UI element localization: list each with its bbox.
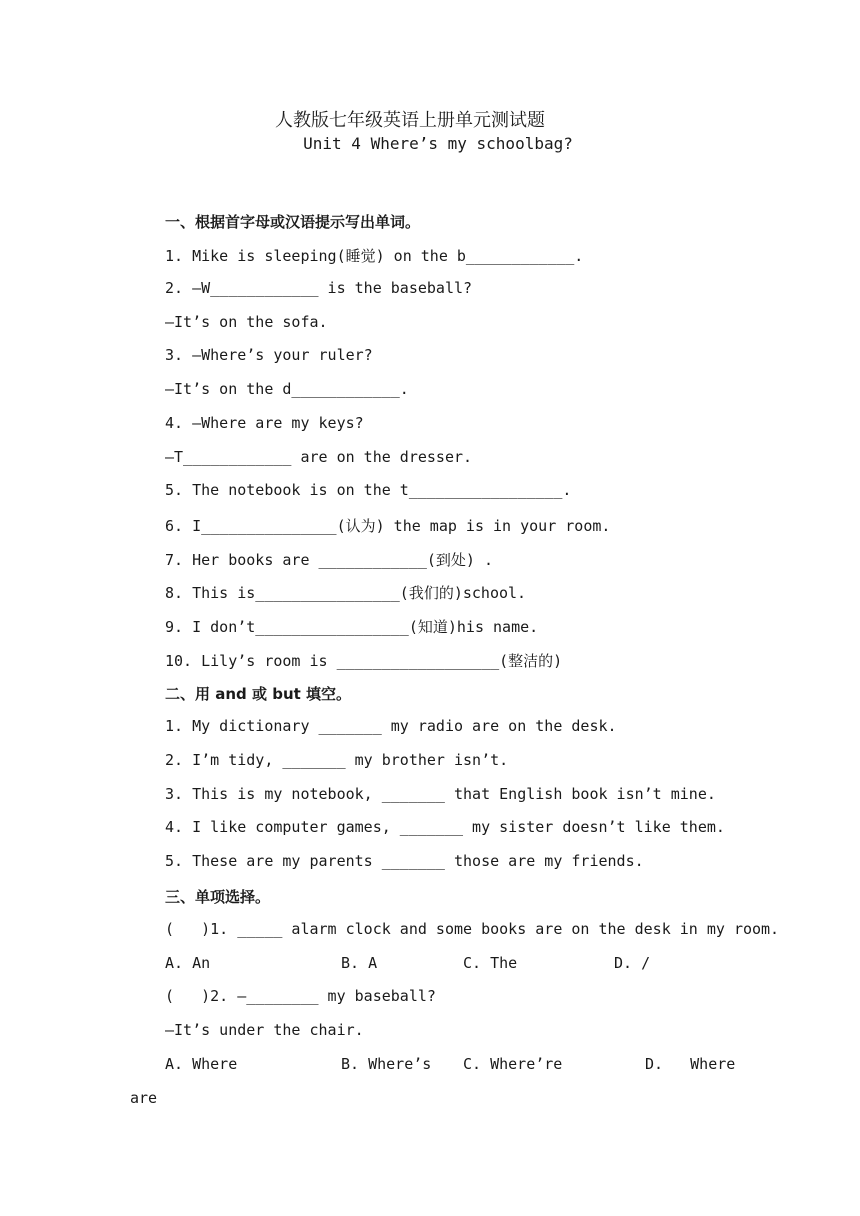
document-title: 人教版七年级英语上册单元测试题 <box>275 110 545 131</box>
option-d: D. / <box>614 954 651 972</box>
exercise-line: 7. Her books are ____________(到处) . <box>165 551 494 569</box>
exercise-line: 3. This is my notebook, _______ that English book isn’t mine. <box>165 785 716 803</box>
exercise-line: 4. I like computer games, _______ my sister doesn’t like them. <box>165 818 725 836</box>
question-stem: ( )2. —________ my baseball? <box>165 987 436 1005</box>
exercise-line: 5. The notebook is on the t_________________. <box>165 481 572 499</box>
option-c: C. The <box>463 954 518 972</box>
exercise-line: 1. Mike is sleeping(睡觉) on the b____________. <box>165 247 584 265</box>
exercise-line: 1. My dictionary _______ my radio are on the desk. <box>165 717 617 735</box>
section-heading-1: 一、根据首字母或汉语提示写出单词。 <box>165 213 421 231</box>
exercise-line: 2. —W____________ is the baseball? <box>165 279 473 297</box>
exercise-line: —It’s on the sofa. <box>165 313 328 331</box>
exercise-line: 10. Lily’s room is __________________(整洁的) <box>165 652 563 670</box>
exercise-line: 6. I_______________(认为) the map is in your room. <box>165 517 611 535</box>
option-b: B. A <box>341 954 378 972</box>
option-a: A. An <box>165 954 211 972</box>
exercise-line: 8. This is________________(我们的)school. <box>165 584 527 602</box>
option-d: D. Where <box>645 1055 736 1073</box>
document-subtitle: Unit 4 Where’s my schoolbag? <box>303 134 573 153</box>
section-heading-2: 二、用 and 或 but 填空。 <box>165 685 352 703</box>
option-b: B. Where’s <box>341 1055 432 1073</box>
exercise-line: 4. —Where are my keys? <box>165 414 364 432</box>
question-stem: ( )1. _____ alarm clock and some books are on the desk in my room. <box>165 920 780 938</box>
answer-line: —It’s under the chair. <box>165 1021 364 1039</box>
section-heading-3: 三、单项选择。 <box>165 888 271 906</box>
exercise-line: 3. —Where’s your ruler? <box>165 346 373 364</box>
exercise-line: 2. I’m tidy, _______ my brother isn’t. <box>165 751 509 769</box>
option-c: C. Where’re <box>463 1055 563 1073</box>
option-d-overflow: are <box>130 1089 158 1107</box>
exercise-line: 5. These are my parents _______ those are my friends. <box>165 852 644 870</box>
exercise-line: —It’s on the d____________. <box>165 380 409 398</box>
option-a: A. Where <box>165 1055 238 1073</box>
exercise-line: 9. I don’t_________________(知道)his name. <box>165 618 539 636</box>
exercise-line: —T____________ are on the dresser. <box>165 448 473 466</box>
